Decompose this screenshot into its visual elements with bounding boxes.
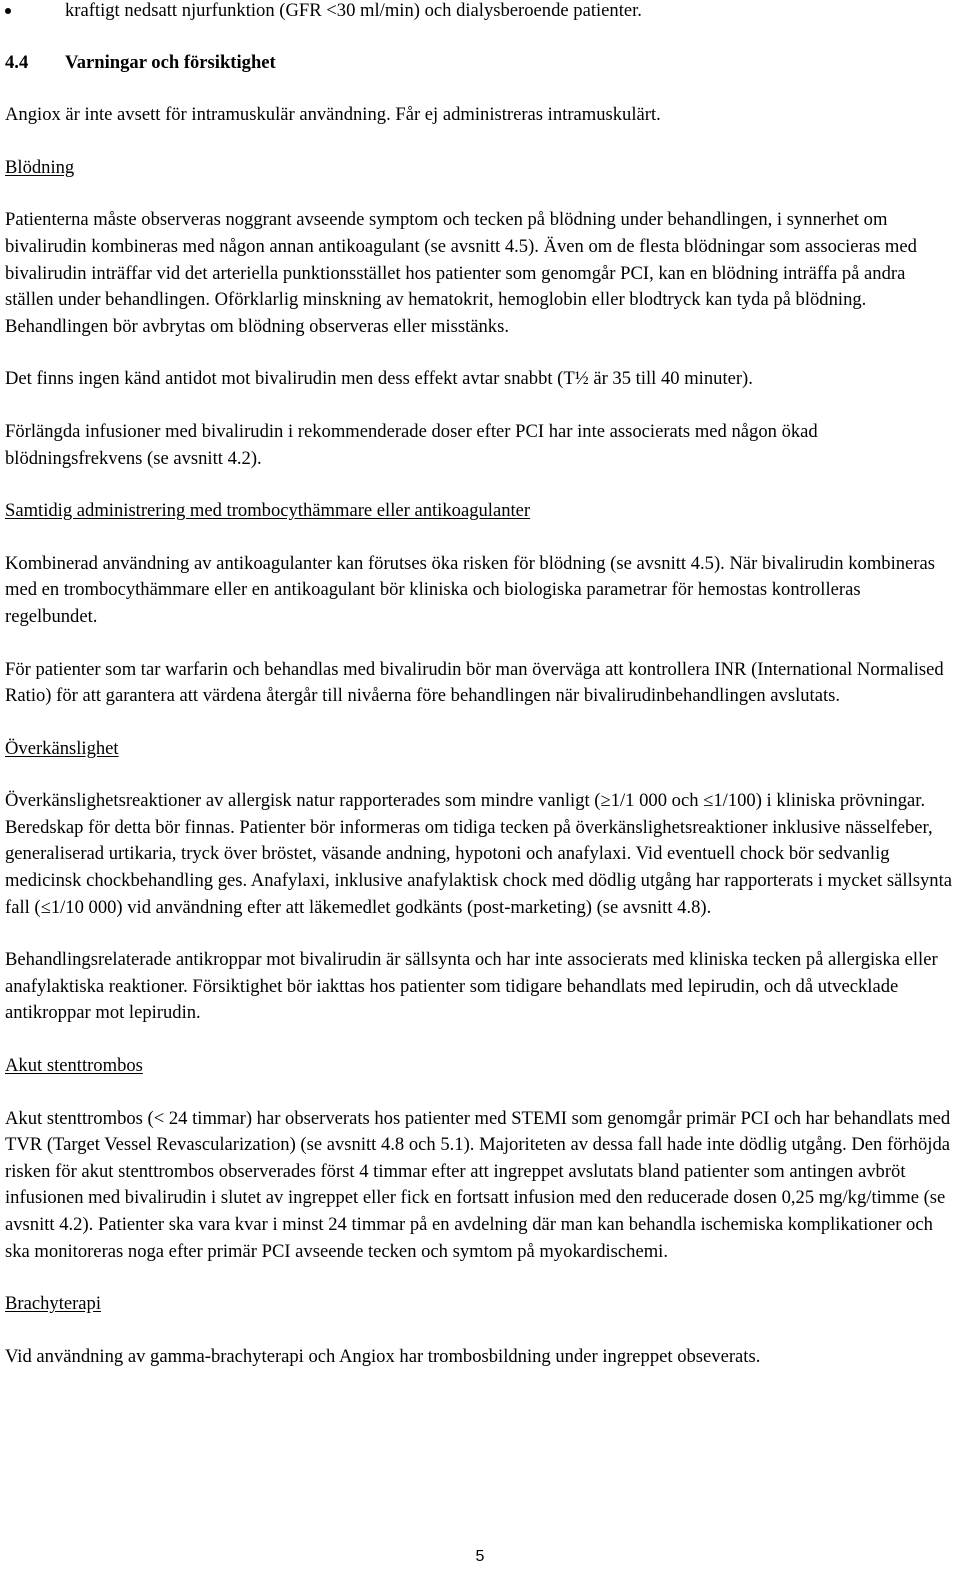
page-number: 5 [475,1548,485,1565]
bullet-item-text: kraftigt nedsatt njurfunktion (GFR <30 ml/min) och dialysberoende patienter. [65,0,642,21]
section-number: 4.4 [5,51,29,73]
hypersensitivity-paragraph-1: Överkänslighetsreaktioner av allergisk natur rapporterades som mindre vanligt (≥1/1 000 och ≤1/100) i kliniska prövningar. Beredskap för detta bör finnas. Patienter bör informeras om tidiga tecken på överkänslighetsreaktioner inklusive nässelfeber, generaliserad urtikaria, tryck över bröstet, väsande andning, hypotoni och anafylaxi. Vid eventuell chock bör sedvanlig medicinsk chockbehandling ges. Anafylaxi, inklusive anafylaktisk chock med dödlig utgång har rapporterats i mycket sällsynta fall (≤1/10 000) vid användning efter att läkemedlet godkänts (post-marketing) (se avsnitt 4.8). [5,790,953,918]
bleeding-paragraph-1: Patienterna måste observeras noggrant avseende symptom och tecken på blödning under behandlingen, i synnerhet om bivalirudin kombineras med någon annan antikoagulant (se avsnitt 4.5). Även om de flesta blödningar som associeras med bivalirudin inträffar vid det arteriella punktionsstället hos patienter som genomgår PCI, kan en blödning inträffa på andra ställen under behandlingen. Oförklarlig minskning av hematokrit, hemoglobin eller blodtryck kan tyda på blödning. Behandlingen bör avbrytas om blödning observeras eller misstänks. [5,209,917,337]
stent-thrombosis-paragraph: Akut stenttrombos (< 24 timmar) har observerats hos patienter med STEMI som genomgår primär PCI och har behandlats med TVR (Target Vessel Revascularization) (se avsnitt 4.8 och 5.1). Majoriteten av dessa fall hade inte dödlig utgång. Den förhöjda risken för akut stenttrombos observerades först 4 timmar efter att ingreppet avslutats bland patienter som antingen avbröt infusionen med bivalirudin i slutet av ingreppet eller fick en fortsatt infusion med den reducerade dosen 0,25 mg/kg/timme (se avsnitt 4.2). Patienter ska vara kvar i minst 24 timmar på en avdelning där man kan behandla ischemiska komplikationer och ska monitoreras noga efter primär PCI avseende tecken och symtom på myokardischemi. [5,1107,951,1262]
concomitant-paragraph-2: För patienter som tar warfarin och behandlas med bivalirudin bör man överväga att kontrollera INR (International Normalised Ratio) för att garantera att värdena återgår till nivåerna före behandlingen när bivalirudinbehandlingen avslutats. [5,658,944,707]
brachytherapy-paragraph: Vid användning av gamma-brachyterapi och Angiox har trombosbildning under ingreppet obseverats. [5,1345,761,1367]
concomitant-paragraph-1: Kombinerad användning av antikoagulanter kan förutses öka risken för blödning (se avsnitt 4.5). När bivalirudin kombineras med en trombocythämmare eller en antikoagulant bör kliniska och biologiska parametrar för hemostas kontrolleras regelbundet. [5,552,935,627]
section-heading [5,50,955,77]
bullet-icon [5,8,11,14]
bleeding-paragraph-2: Det finns ingen känd antidot mot bivalirudin men dess effekt avtar snabbt (T½ är 35 till 40 minuter). [5,368,753,390]
hypersensitivity-heading: Överkänslighet [5,737,119,759]
bleeding-paragraph-3: Förlängda infusioner med bivalirudin i rekommenderade doser efter PCI har inte associerats med någon ökad blödningsfrekvens (se avsnitt 4.2). [5,420,818,469]
section-title: Varningar och försiktighet [65,51,276,73]
bleeding-heading: Blödning [5,156,75,178]
concomitant-heading: Samtidig administrering med trombocythämmare eller antikoagulanter [5,500,531,522]
stent-thrombosis-heading: Akut stenttrombos [5,1055,143,1077]
brachytherapy-heading: Brachyterapi [5,1293,102,1315]
intro-paragraph: Angiox är inte avsett för intramuskulär användning. Får ej administreras intramuskulärt. [5,104,661,126]
bullet-list-item [5,0,955,25]
document-page [5,0,955,1370]
hypersensitivity-paragraph-2: Behandlingsrelaterade antikroppar mot bivalirudin är sällsynta och har inte associerats med kliniska tecken på allergiska eller anafylaktiska reaktioner. Försiktighet bör iakttas hos patienter som tidigare behandlats med lepirudin, och då utvecklade antikroppar mot lepirudin. [5,949,938,1024]
